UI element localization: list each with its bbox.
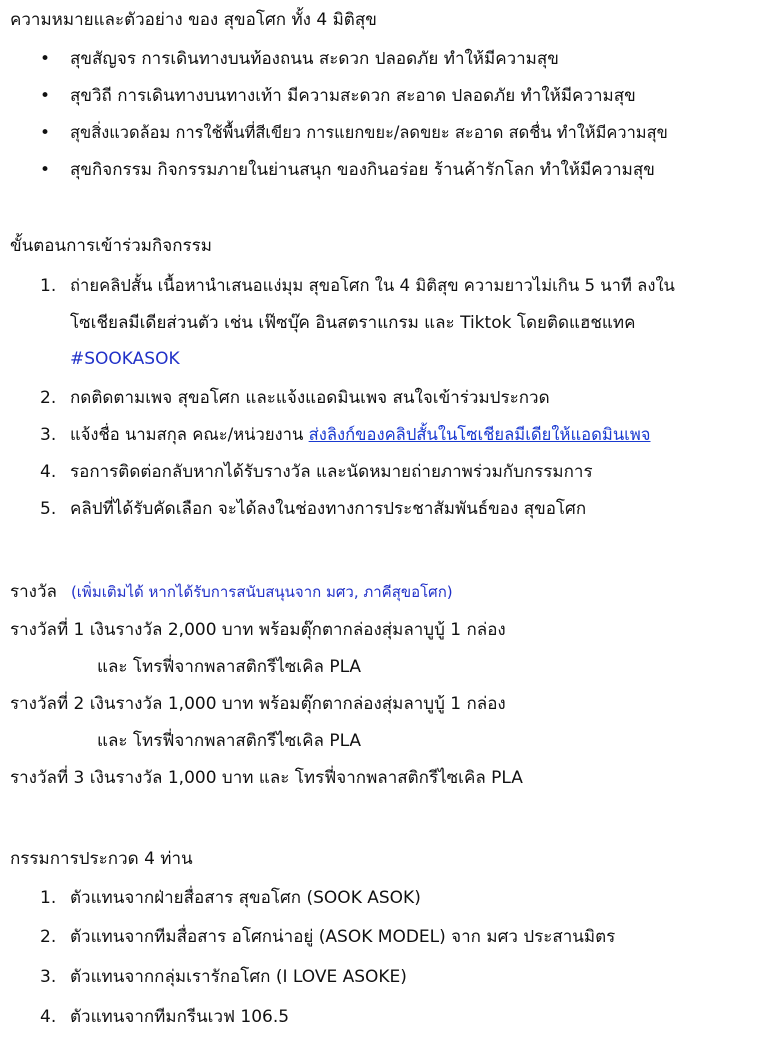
judge-number: 1.: [40, 888, 57, 908]
section-title-steps: ขั้นตอนการเข้าร่วมกิจกรรม: [10, 236, 212, 256]
step-text: กดติดตามเพจ สุขอโศก และแจ้งแอดมินเพจ สนใจเข้าร่วมประกวด: [70, 388, 550, 408]
step-text: [70, 423, 651, 447]
judge-item: ตัวแทนจากทีมสื่อสาร อโศกน่าอยู่ (ASOK MODEL) จาก มศว ประสานมิตร: [70, 927, 616, 947]
step-number: 3.: [40, 425, 57, 445]
bullet-icon: •: [40, 86, 51, 106]
step-number: 1.: [40, 276, 57, 296]
bullet-icon: •: [40, 160, 51, 180]
prize-1: รางวัลที่ 1 เงินรางวัล 2,000 บาท พร้อมตุ๊กตากล่องสุ่มลาบูบู้ 1 กล่อง: [10, 620, 506, 640]
judge-number: 3.: [40, 967, 57, 987]
judge-item: ตัวแทนจากฝ่ายสื่อสาร สุขอโศก (SOOK ASOK): [70, 888, 421, 908]
prize-1-extra: และ โทรฟี่จากพลาสติกรีไซเคิล PLA: [97, 657, 362, 677]
judge-item: ตัวแทนจากทีมกรีนเวฟ 106.5: [70, 1007, 290, 1027]
send-link-instruction[interactable]: ส่งลิงก์ของคลิปสั้นในโซเชียลมีเดียให้แอดมินเพจ: [308, 425, 651, 444]
prize-title: รางวัล: [10, 582, 57, 602]
judge-number: 4.: [40, 1007, 57, 1027]
bullet-icon: •: [40, 123, 51, 143]
step-number: 4.: [40, 462, 57, 482]
prize-3: รางวัลที่ 3 เงินรางวัล 1,000 บาท และ โทรฟี่จากพลาสติกรีไซเคิล PLA: [10, 768, 523, 788]
bullet-icon: •: [40, 49, 51, 69]
prize-2: รางวัลที่ 2 เงินรางวัล 1,000 บาท พร้อมตุ๊กตากล่องสุ่มลาบูบู้ 1 กล่อง: [10, 694, 506, 714]
list-item: สุขสัญจร การเดินทางบนท้องถนน สะดวก ปลอดภัย ทำให้มีความสุข: [70, 49, 559, 69]
judge-item: ตัวแทนจากกลุ่มเรารักอโศก (I LOVE ASOKE): [70, 967, 407, 987]
step-text: โซเชียลมีเดียส่วนตัว เช่น เฟ๊ซบุ๊ค อินสตราแกรม และ Tiktok โดยติดแฮชแทค: [70, 313, 636, 333]
list-item: สุขสิ่งแวดล้อม การใช้พื้นที่สีเขียว การแยกขยะ/ลดขยะ สะอาด สดชื่น ทำให้มีความสุข: [70, 123, 668, 142]
section-title-judges: กรรมการประกวด 4 ท่าน: [10, 849, 193, 869]
judge-number: 2.: [40, 927, 57, 947]
step-number: 2.: [40, 388, 57, 408]
hashtag: #SOOKASOK: [70, 349, 180, 369]
step-number: 5.: [40, 499, 57, 519]
step-text: คลิปที่ได้รับคัดเลือก จะได้ลงในช่องทางการประชาสัมพันธ์ของ สุขอโศก: [70, 499, 587, 519]
step-text: รอการติดต่อกลับหากได้รับรางวัล และนัดหมายถ่ายภาพร่วมกับกรรมการ: [70, 462, 593, 482]
step-text: ถ่ายคลิปสั้น เนื้อหานำเสนอแง่มุม สุขอโศก ใน 4 มิติสุข ความยาวไม่เกิน 5 นาที ลงใน: [70, 276, 675, 295]
step-text-label: แจ้งชื่อ นามสกุล คณะ/หน่วยงาน: [70, 425, 309, 444]
section-title-meaning: ความหมายและตัวอย่าง ของ สุขอโศก ทั้ง 4 มิติสุข: [10, 10, 377, 30]
list-item: สุขวิถี การเดินทางบนทางเท้า มีความสะดวก สะอาด ปลอดภัย ทำให้มีความสุข: [70, 86, 636, 106]
prize-2-extra: และ โทรฟี่จากพลาสติกรีไซเคิล PLA: [97, 731, 362, 751]
section-title-prizes: [10, 580, 453, 604]
prize-note: (เพิ่มเติมได้ หากได้รับการสนับสนุนจาก มศว, ภาคีสุขอโศก): [70, 583, 453, 601]
list-item: สุขกิจกรรม กิจกรรมภายในย่านสนุก ของกินอร่อย ร้านค้ารักโลก ทำให้มีความสุข: [70, 160, 655, 180]
